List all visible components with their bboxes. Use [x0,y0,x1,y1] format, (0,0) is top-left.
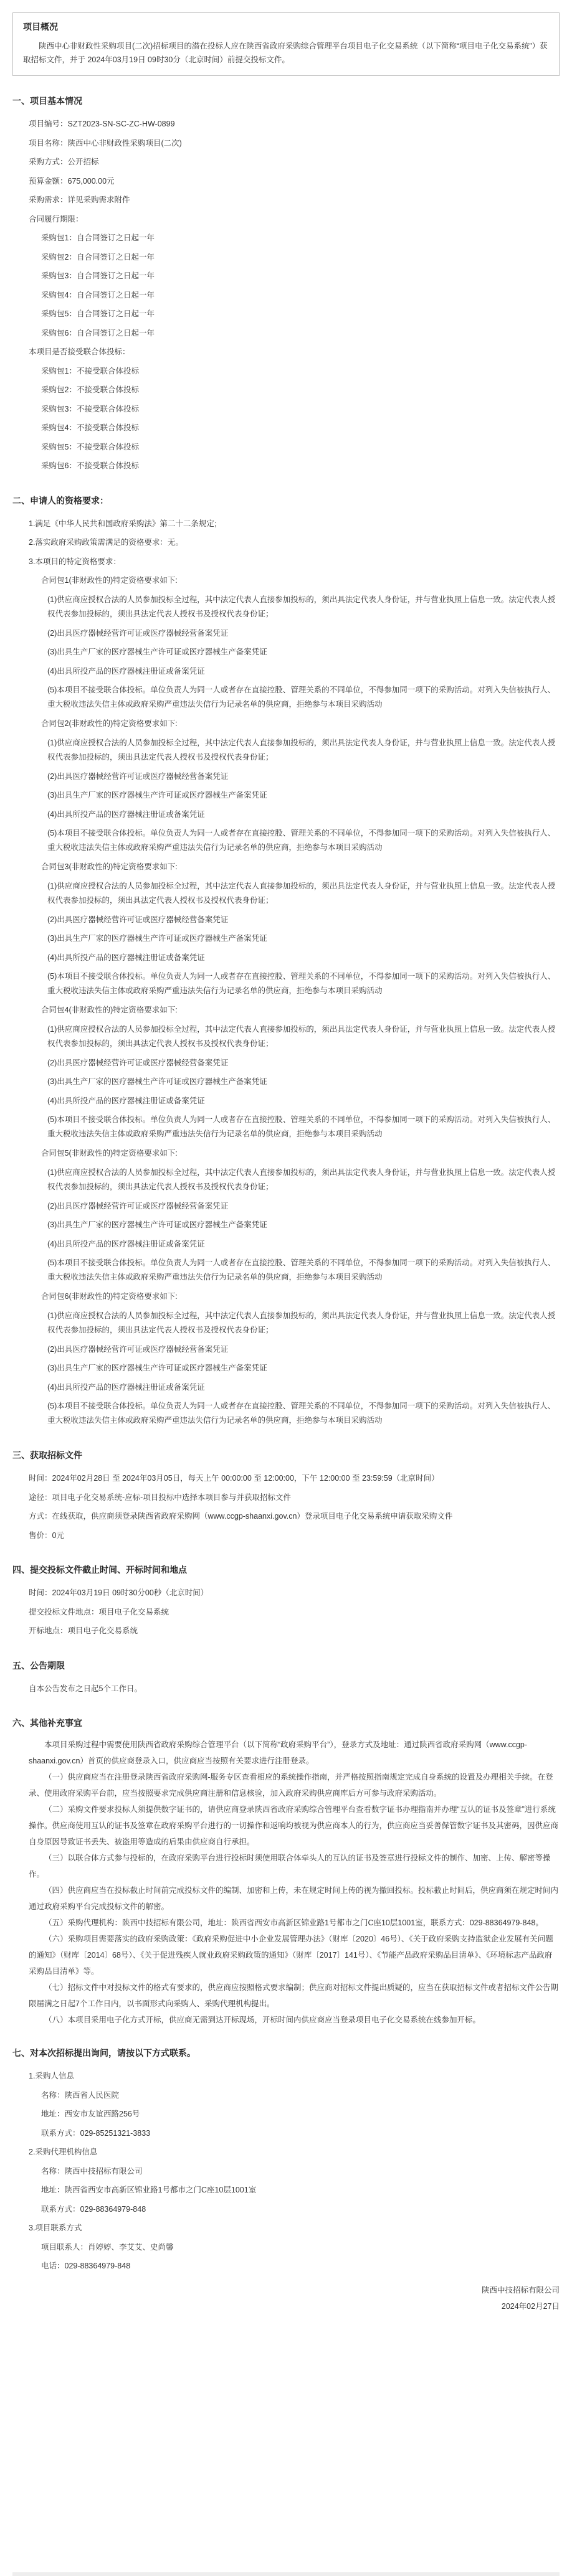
basic-info-line: 采购包5：自合同签订之日起一年 [41,309,155,318]
section-4-title: 四、提交投标文件截止时间、开标时间和地点 [12,1565,187,1575]
supplementary-paragraph: （六）采购项目需要落实的政府采购政策：《政府采购促进中小企业发展管理办法》（财库〔2020〕46号）、《关于政府采购支持监狱企业发展有关问题的通知》（财库〔2014〕68号）、《关于促进残疾人就业政府采购政策的通知》（财库〔2017〕141号）、《节能产品政府采购品目清单》、《环境标志产品政府采购品目清单》等。 [29,1935,553,1976]
signature-org: 陕西中技招标有限公司 [481,2285,560,2295]
basic-info-line: 采购包2：自合同签订之日起一年 [41,252,155,262]
contact-line: 名称：陕西中技招标有限公司 [41,2166,143,2176]
section-6-title: 六、其他补充事宜 [12,1718,82,1728]
basic-info-line: 采购包4：不接受联合体投标 [41,423,139,432]
package-requirement-item: (1)供应商应授权合法的人员参加投标全过程，其中法定代表人直接参加投标的，须出具法定代表人身份证，并与营业执照上信息一致。法定代表人授权代表参加投标的，须出具法定代表人授权书及授权代表身份证； [47,1168,556,1191]
section-1-title: 一、项目基本情况 [12,96,82,106]
basic-info-line: 项目编号：SZT2023-SN-SC-ZC-HW-0899 [29,120,175,128]
package-requirement-item: (1)供应商应授权合法的人员参加投标全过程，其中法定代表人直接参加投标的，须出具法定代表人身份证，并与营业执照上信息一致。法定代表人授权代表参加投标的，须出具法定代表人授权书及授权代表身份证； [47,1311,556,1334]
obtain-document-line: 方式：在线获取，供应商须登录陕西省政府采购网（www.ccgp-shaanxi.gov.cn）登录项目电子化交易系统申请获取采购文件 [29,1512,453,1521]
package-requirement-item: (3)出具生产厂家的医疗器械生产许可证或医疗器械生产备案凭证 [47,1364,267,1372]
package-requirement-item: (5)本项目不接受联合体投标。单位负责人为同一人或者存在直接控股、管理关系的不同单位，不得参加同一项下的采购活动。对列入失信被执行人、重大税收违法失信主体或政府采购严重违法失信行为记录名单的供应商，拒绝参与本项目采购活动 [47,829,556,852]
package-requirement-item: (3)出具生产厂家的医疗器械生产许可证或医疗器械生产备案凭证 [47,1220,267,1229]
package-requirement-item: (3)出具生产厂家的医疗器械生产许可证或医疗器械生产备案凭证 [47,934,267,943]
package-requirement-item: (2)出具医疗器械经营许可证或医疗器械经营备案凭证 [47,915,229,924]
signature-block [12,2282,560,2314]
contact-group-title: 3.项目联系方式 [29,2224,82,2232]
package-requirement-item: (3)出具生产厂家的医疗器械生产许可证或医疗器械生产备案凭证 [47,1077,267,1086]
package-requirement-item: (5)本项目不接受联合体投标。单位负责人为同一人或者存在直接控股、管理关系的不同单位，不得参加同一项下的采购活动。对列入失信被执行人、重大税收违法失信主体或政府采购严重违法失信行为记录名单的供应商，拒绝参与本项目采购活动 [47,972,556,995]
package-requirement-item: (2)出具医疗器械经营许可证或医疗器械经营备案凭证 [47,1058,229,1067]
section-3-body [12,1469,560,1545]
basic-info-line: 采购包6：自合同签订之日起一年 [41,328,155,337]
package-requirement-item: (2)出具医疗器械经营许可证或医疗器械经营备案凭证 [47,1201,229,1210]
deadline-line: 开标地点：项目电子化交易系统 [29,1626,138,1635]
contact-group-title: 2.采购代理机构信息 [29,2148,98,2156]
obtain-document-line: 时间：2024年02月28日 至 2024年03月05日，每天上午 00:00:00 至 12:00:00，下午 12:00:00 至 23:59:59（北京时间） [29,1474,439,1483]
package-requirement-item: (2)出具医疗器械经营许可证或医疗器械经营备案凭证 [47,1344,229,1354]
package-requirement-item: (2)出具医疗器械经营许可证或医疗器械经营备案凭证 [47,628,229,638]
contact-line: 项目联系人：肖婷婷、李艾艾、史尚馨 [41,2242,174,2252]
contact-line: 联系方式：029-88364979-848 [41,2204,146,2214]
supplementary-paragraph: （二）采购文件要求投标人须提供数字证书的，请供应商登录陕西省政府采购综合管理平台查看数字证书办理指南并办理“互认的证书及签章”进行系统操作。供应商使用互认的证书及签章在政府采购平台进行的一切操作和返响均被视为供应商本人的行为，供应商应当妥善保管数字证书及其密码，因供应商自身原因导致证书丢失、被盗用等造成的后果由供应商自行承担。 [29,1805,559,1846]
package-requirement-item: (5)本项目不接受联合体投标。单位负责人为同一人或者存在直接控股、管理关系的不同单位，不得参加同一项下的采购活动。对列入失信被执行人、重大税收违法失信主体或政府采购严重违法失信行为记录名单的供应商，拒绝参与本项目采购活动 [47,1402,556,1425]
basic-info-line: 采购方式：公开招标 [29,158,99,166]
page-bottom-divider [12,2572,560,2576]
basic-info-line: 采购包3：不接受联合体投标 [41,404,139,413]
package-requirement-item: (1)供应商应授权合法的人员参加投标全过程，其中法定代表人直接参加投标的，须出具法定代表人身份证，并与营业执照上信息一致。法定代表人授权代表参加投标的，须出具法定代表人授权书及授权代表身份证； [47,738,556,762]
basic-info-line: 采购包6：不接受联合体投标 [41,461,139,470]
section-5-body [12,1679,560,1699]
section-4-body [12,1583,560,1641]
basic-info-line: 采购包5：不接受联合体投标 [41,442,139,451]
obtain-document-line: 途径：项目电子化交易系统-应标-项目投标中选择本项目参与并获取招标文件 [29,1493,291,1502]
basic-info-line: 采购需求：详见采购需求附件 [29,196,130,204]
obtain-document-line: 售价：0元 [29,1531,64,1540]
contact-group-title: 1.采购人信息 [29,2072,74,2080]
section-1-body [12,115,560,476]
package-requirement-label: 合同包5(非财政性的)特定资格要求如下: [41,1149,178,1158]
package-requirement-item: (5)本项目不接受联合体投标。单位负责人为同一人或者存在直接控股、管理关系的不同单位，不得参加同一项下的采购活动。对列入失信被执行人、重大税收违法失信主体或政府采购严重违法失信行为记录名单的供应商，拒绝参与本项目采购活动 [47,1258,556,1281]
contact-line: 地址：陕西省西安市高新区锦业路1号都市之门C座10层1001室 [41,2186,257,2194]
overview-title: 项目概况 [23,22,58,32]
package-requirement-item: (5)本项目不接受联合体投标。单位负责人为同一人或者存在直接控股、管理关系的不同单位，不得参加同一项下的采购活动。对列入失信被执行人、重大税收违法失信主体或政府采购严重违法失信行为记录名单的供应商，拒绝参与本项目采购活动 [47,1115,556,1138]
section-7-body [12,2067,560,2276]
basic-info-line: 采购包4：自合同签订之日起一年 [41,290,155,300]
announcement-page [12,12,560,2576]
section-2-body [12,514,560,1431]
package-requirement-label: 合同包4(非财政性的)特定资格要求如下: [41,1006,178,1014]
section-7-title: 七、对本次招标提出询问，请按以下方式联系。 [12,2048,196,2058]
qualification-intro-line: 1.满足《中华人民共和国政府采购法》第二十二条规定; [29,519,217,528]
basic-info-line: 采购包1：自合同签订之日起一年 [41,234,155,242]
package-requirement-label: 合同包2(非财政性的)特定资格要求如下: [41,719,178,728]
supplementary-paragraph: （七）招标文件中对投标文件的格式有要求的，供应商应按照格式要求编制；供应商对招标文件提出质疑的，应当在获取招标文件或者招标文件公告期限届满之日起7个工作日内，以书面形式向采购人、采购代理机构提出。 [29,1983,559,2008]
supplementary-paragraph: 本项目采购过程中需要使用陕西省政府采购综合管理平台（以下简称“政府采购平台”），登录方式及地址：通过陕西省政府采购网（www.ccgp-shaanxi.gov.cn）首页的供应商登录入口，供应商应当按照有关要求进行注册登录。 [29,1740,528,1765]
section-3-title: 三、获取招标文件 [12,1450,82,1460]
basic-info-line: 预算金额：675,000.00元 [29,176,115,186]
basic-info-line: 采购包2：不接受联合体投标 [41,385,139,394]
deadline-line: 提交投标文件地点：项目电子化交易系统 [29,1607,169,1616]
section-6-body [12,1737,560,2028]
basic-info-line: 采购包1：不接受联合体投标 [41,366,139,375]
package-requirement-item: (1)供应商应授权合法的人员参加投标全过程，其中法定代表人直接参加投标的，须出具法定代表人身份证，并与营业执照上信息一致。法定代表人授权代表参加投标的，须出具法定代表人授权书及授权代表身份证； [47,881,556,905]
package-requirement-item: (4)出具所投产品的医疗器械注册证或备案凭证 [47,809,205,819]
package-requirement-item: (1)供应商应授权合法的人员参加投标全过程，其中法定代表人直接参加投标的，须出具法定代表人身份证，并与营业执照上信息一致。法定代表人授权代表参加投标的，须出具法定代表人授权书及授权代表身份证； [47,1024,556,1048]
supplementary-paragraph: （一）供应商应当在注册登录陕西省政府采购网-服务专区查看相应的系统操作指南，并严格按照指南规定完成自身系统的设置及办理相关手续。在登录、使用政府采购平台前，应当按照要求完成供应商注册和信息核验，加入政府采购供应商库后方可参与政府采购活动。 [29,1773,553,1798]
signature-date: 2024年02月27日 [501,2301,560,2311]
overview-text: 陕西中心非财政性采购项目(二次)招标项目的潜在投标人应在陕西省政府采购综合管理平台项目电子化交易系统（以下简称“项目电子化交易系统”）获取招标文件，并于 2024年03月19日 09时30分（北京时间）前提交投标文件。 [23,42,548,64]
basic-info-line: 本项目是否接受联合体投标： [29,347,130,356]
supplementary-paragraph: （五）采购代理机构：陕西中技招标有限公司，地址：陕西省西安市高新区锦业路1号都市之门C座10层1001室，联系方式：029-88364979-848。 [44,1918,543,1927]
deadline-line: 时间：2024年03月19日 09时30分00秒（北京时间） [29,1588,209,1597]
package-requirement-item: (3)出具生产厂家的医疗器械生产许可证或医疗器械生产备案凭证 [47,648,267,656]
package-requirement-label: 合同包1(非财政性的)特定资格要求如下: [41,576,178,585]
package-requirement-item: (4)出具所投产品的医疗器械注册证或备案凭证 [47,1239,205,1248]
package-requirement-label: 合同包3(非财政性的)特定资格要求如下: [41,862,178,871]
basic-info-line: 项目名称：陕西中心非财政性采购项目(二次) [29,138,182,148]
section-2-title: 二、申请人的资格要求： [12,495,108,506]
contact-line: 名称：陕西省人民医院 [41,2090,120,2100]
qualification-intro-line: 2.落实政府采购政策需满足的资格要求：无。 [29,538,183,547]
package-requirement-item: (2)出具医疗器械经营许可证或医疗器械经营备案凭证 [47,771,229,781]
package-requirement-item: (5)本项目不接受联合体投标。单位负责人为同一人或者存在直接控股、管理关系的不同单位，不得参加同一项下的采购活动。对列入失信被执行人、重大税收违法失信主体或政府采购严重违法失信行为记录名单的供应商，拒绝参与本项目采购活动 [47,686,556,709]
supplementary-paragraph: （八）本项目采用电子化方式开标，供应商无需到达开标现场，开标时间内供应商应当登录项目电子化交易系统在线参加开标。 [44,2016,481,2024]
package-requirement-item: (4)出具所投产品的医疗器械注册证或备案凭证 [47,1382,205,1392]
package-requirement-item: (3)出具生产厂家的医疗器械生产许可证或医疗器械生产备案凭证 [47,791,267,800]
contact-line: 联系方式：029-85251321-3833 [41,2128,151,2138]
package-requirement-item: (1)供应商应授权合法的人员参加投标全过程，其中法定代表人直接参加投标的，须出具法定代表人身份证，并与营业执照上信息一致。法定代表人授权代表参加投标的，须出具法定代表人授权书及授权代表身份证； [47,595,556,618]
basic-info-line: 采购包3：自合同签订之日起一年 [41,271,155,280]
package-requirement-item: (4)出具所投产品的医疗器械注册证或备案凭证 [47,1096,205,1105]
contact-line: 电话：029-88364979-848 [41,2262,131,2270]
notice-period-line: 自本公告发布之日起5个工作日。 [29,1684,142,1693]
package-requirement-item: (4)出具所投产品的医疗器械注册证或备案凭证 [47,666,205,676]
package-requirement-item: (4)出具所投产品的医疗器械注册证或备案凭证 [47,953,205,962]
supplementary-paragraph: （三）以联合体方式参与投标的，在政府采购平台进行投标时须使用联合体牵头人的互认的证书及签章进行投标文件的制作、加密、上传、解密等操作。 [29,1854,551,1879]
package-requirement-label: 合同包6(非财政性的)特定资格要求如下: [41,1292,178,1301]
supplementary-paragraph: （四）供应商应当在投标截止时间前完成投标文件的编制、加密和上传，未在规定时间上传的视为撤回投标。投标截止时间后，供应商须在规定时间内通过政府采购平台完成投标文件的解密。 [29,1886,559,1911]
qualification-intro-line: 3.本项目的特定资格要求： [29,557,121,566]
project-overview-box [12,12,560,76]
basic-info-line: 合同履行期限： [29,214,83,224]
contact-line: 地址：西安市友谊西路256号 [41,2110,140,2118]
section-5-title: 五、公告期限 [12,1660,65,1671]
